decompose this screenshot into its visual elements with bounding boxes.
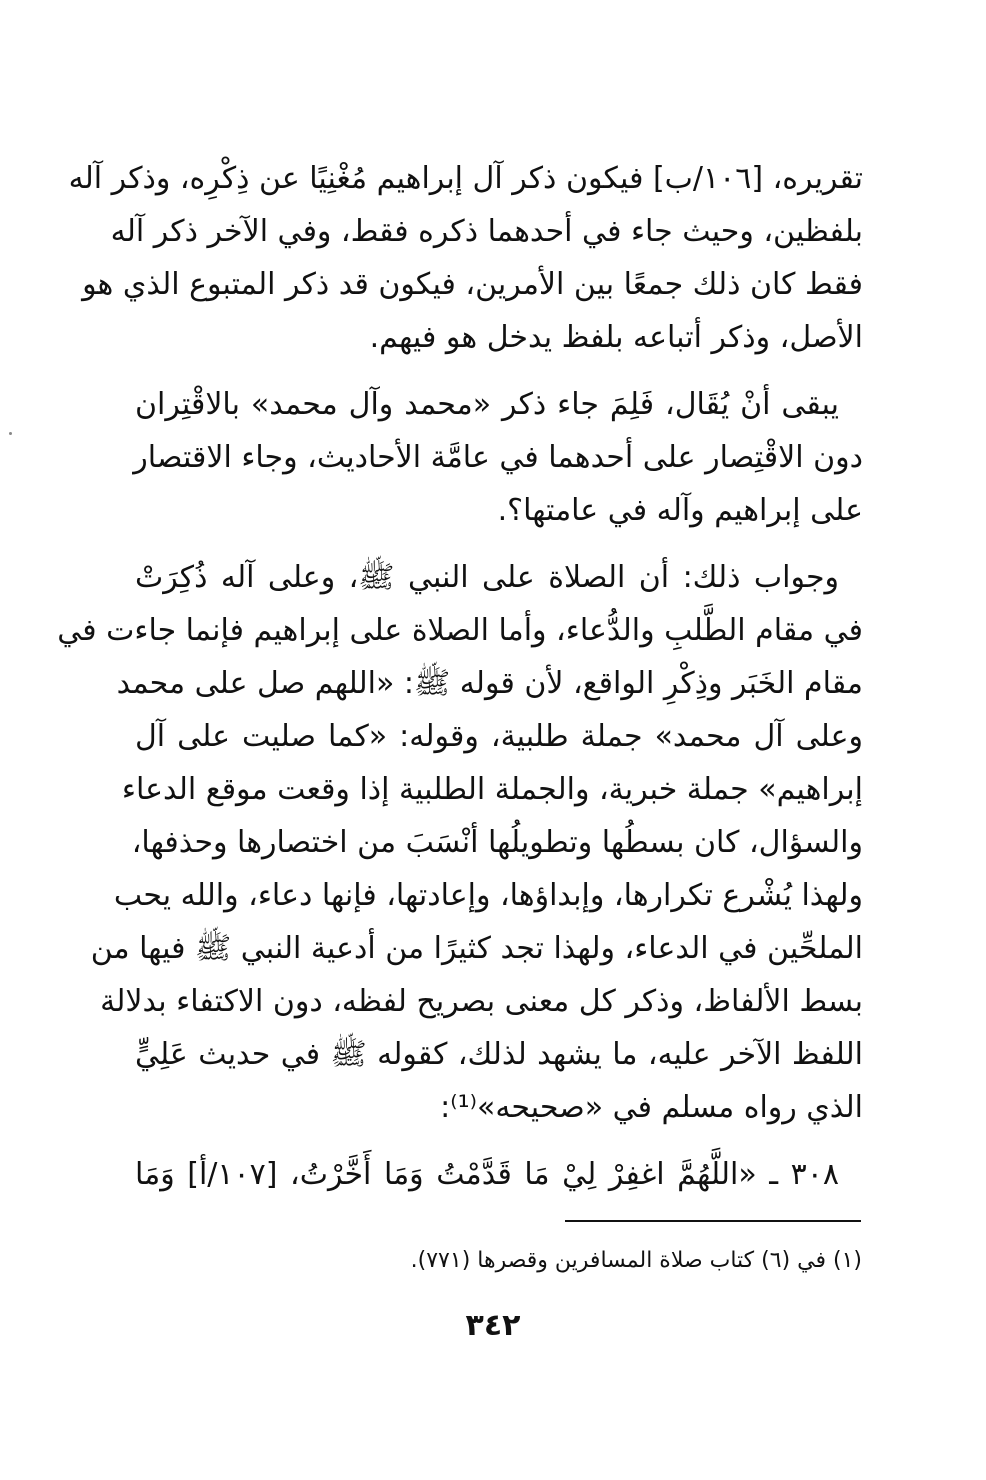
text-line: يبقى أنْ يُقَال، فَلِمَ جاء ذكر «محمد وآل محمد» بالاقْتِران [135,387,839,422]
footnote-separator [565,1220,861,1222]
text-line: بسط الألفاظ، وذكر كل معنى بصريح لفظه، دون الاكتفاء بدلالة [100,984,863,1019]
paragraph-gap [135,364,863,378]
text-line: اللفظ الآخر عليه، ما يشهد لذلك، كقوله ﷺ في حديث عَلِيٍّ [135,1037,863,1072]
text-line: تقريره، [١٠٦/ب] فيكون ذكر آل إبراهيم مُغْنِيًا عن ذِكْرِه، وذكر آله [68,161,863,196]
text-line: والسؤال، كان بسطُها وتطويلُها أنْسَبَ من اختصارها وحذفها، [131,825,863,860]
scan-speck [9,432,12,435]
text-line: ولهذا يُشْرع تكرارها، وإبداؤها، وإعادتها، فإنها دعاء، والله يحب [113,878,863,913]
paragraph-3 [57,551,863,1134]
hadith-308 [135,1148,863,1201]
text-line: وجواب ذلك: أن الصلاة على النبي ﷺ، وعلى آله ذُكِرَتْ [135,560,839,595]
paragraph-1 [68,152,863,364]
paragraph-2 [135,378,863,537]
main-text [57,152,863,1201]
text-line: فقط كان ذلك جمعًا بين الأمرين، فيكون قد ذكر المتبوع الذي هو [82,267,863,302]
paragraph-gap [135,1134,863,1148]
text-line: على إبراهيم وآله في عامتها؟. [497,493,863,528]
text-line: في مقام الطَّلبِ والدُّعاء، وأما الصلاة على إبراهيم فإنما جاءت في [57,613,863,648]
text-line: دون الاقْتِصار على أحدهما في عامَّة الأحاديث، وجاء الاقتصار [133,440,863,475]
text-line: الملحِّين في الدعاء، ولهذا تجد كثيرًا من أدعية النبي ﷺ فيها من [90,931,863,966]
paragraph-gap [135,537,863,551]
text-line: بلفظين، وحيث جاء في أحدهما ذكره فقط، وفي الآخر ذكر آله [110,214,863,249]
hadith-line: ٣٠٨ ـ «اللَّهُمَّ اغفِرْ لِيْ مَا قَدَّمْتُ وَمَا أَخَّرْتُ، [١٠٧/أ] وَمَا [135,1157,839,1192]
text-line: الأصل، وذكر أتباعه بلفظ يدخل هو فيهم. [369,320,863,355]
page-number: ٣٤٢ [465,1308,521,1343]
text-line: مقام الخَبَر وذِكْرِ الواقع، لأن قوله ﷺ: «اللهم صل على محمد [116,666,863,701]
text-line: وعلى آل محمد» جملة طلبية، وقوله: «كما صليت على آل [135,719,863,754]
footnote-1: (١) في (٦) كتاب صلاة المسافرين وقصرها (٧٧١). [410,1248,862,1273]
text-line: إبراهيم» جملة خبرية، والجملة الطلبية إذا وقعت موقع الدعاء [121,772,863,807]
text-line: الذي رواه مسلم في «صحيحه»⁽¹⁾: [440,1090,863,1125]
